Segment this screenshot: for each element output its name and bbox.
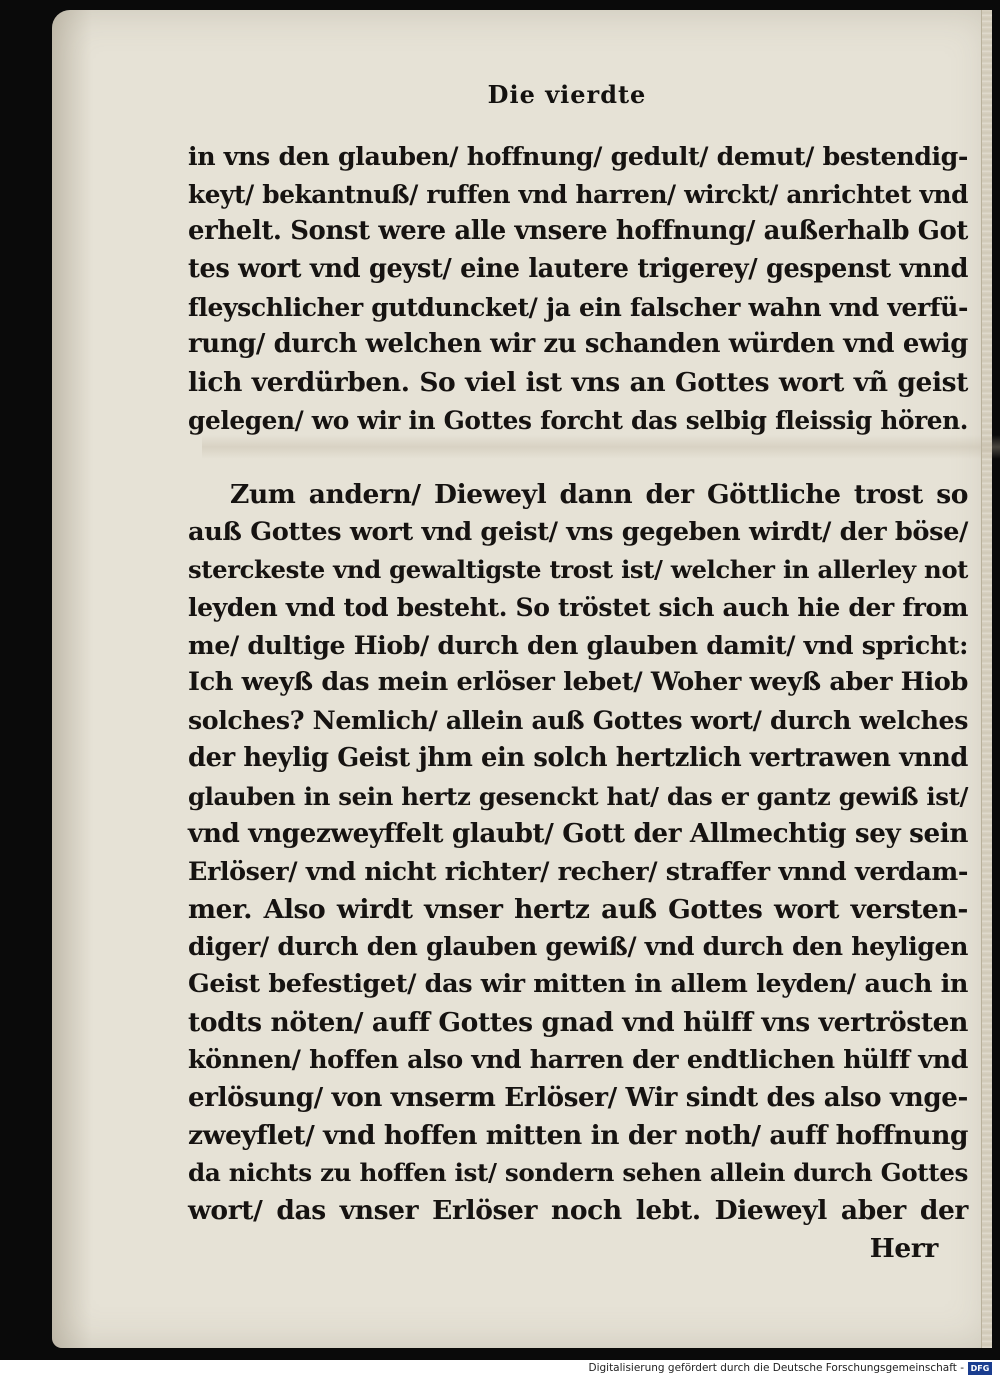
text-line: da nichts zu hoffen ist/ sondern sehen allein durch Gottes xyxy=(188,1158,968,1188)
text-line: gelegen/ wo wir in Gottes forcht das selbig fleissig hören. xyxy=(188,405,968,435)
footer-credit: Digitalisierung gefördert durch die Deutsche Forschungsgemeinschaft - xyxy=(588,1362,964,1374)
text-line: erhelt. Sonst were alle vnsere hoffnung/ außerhalb Got xyxy=(188,216,968,247)
paragraph-1 xyxy=(188,138,968,440)
text-line: Geist befestiget/ das wir mitten in allem leyden/ auch in xyxy=(188,968,968,999)
text-line: leyden vnd tod besteht. So tröstet sich auch hie der from xyxy=(188,592,968,623)
text-line: lich verdürben. So viel ist vns an Gottes wort vñ geist xyxy=(188,367,968,399)
text-line: Zum andern/ Dieweyl dann der Göttliche trost so xyxy=(230,479,968,510)
text-line: wort/ das vnser Erlöser noch lebt. Dieweyl aber der xyxy=(188,1195,968,1227)
text-line: glauben in sein hertz gesenckt hat/ das er gantz gewiß ist/ xyxy=(188,781,968,811)
text-line: diger/ durch den glauben gewiß/ vnd durch den heyligen xyxy=(188,931,968,962)
text-line: vnd vngezweyffelt glaubt/ Gott der Allmechtig sey sein xyxy=(188,818,968,850)
paragraph-2 xyxy=(188,476,968,1267)
text-line: zweyflet/ vnd hoffen mitten in der noth/ auff hoffnung xyxy=(188,1119,969,1151)
text-line: Ich weyß das mein erlöser lebet/ Woher weyß aber Hiob xyxy=(188,667,968,698)
text-line: in vns den glauben/ hoffnung/ gedult/ demut/ bestendig- xyxy=(188,141,968,171)
text-line: erlösung/ von vnserm Erlöser/ Wir sindt des also vnge- xyxy=(188,1082,968,1113)
page-edge xyxy=(981,10,992,1348)
text-line: rung/ durch welchen wir zu schanden würden vnd ewig xyxy=(188,329,968,360)
text-line: me/ dultige Hiob/ durch den glauben damit/ vnd spricht: xyxy=(188,629,968,660)
text-line: der heylig Geist jhm ein solch hertzlich vertrawen vnnd xyxy=(188,742,968,773)
running-header: Die vierdte xyxy=(487,80,647,109)
text-line: Erlöser/ vnd nicht richter/ recher/ straffer vnnd verdam- xyxy=(188,855,968,886)
text-line: auß Gottes wort vnd geist/ vns gegeben wirdt/ der böse/ xyxy=(188,516,968,547)
text-line: fleyschlicher gutduncket/ ja ein falscher wahn vnd verfü- xyxy=(188,291,968,322)
dfg-logo: DFG xyxy=(968,1362,992,1375)
text-line: mer. Also wirdt vnser hertz auß Gottes wort versten- xyxy=(188,893,968,925)
text-line: können/ hoffen also vnd harren der endtlichen hülff vnd xyxy=(188,1044,968,1075)
catchword: Herr xyxy=(869,1232,938,1264)
text-line: todts nöten/ auff Gottes gnad vnd hülff vns vertrösten xyxy=(188,1006,968,1038)
text-line: keyt/ bekantnuß/ ruffen vnd harren/ wirckt/ anrichtet vnd xyxy=(188,179,968,209)
text-line: sterckeste vnd gewaltigste trost ist/ welcher in allerley not xyxy=(188,555,968,585)
book-page xyxy=(52,10,992,1348)
text-line: solches? Nemlich/ allein auß Gottes wort/ durch welches xyxy=(188,705,968,736)
text-line: tes wort vnd geyst/ eine lautere trigerey/ gespenst vnnd xyxy=(188,254,968,285)
